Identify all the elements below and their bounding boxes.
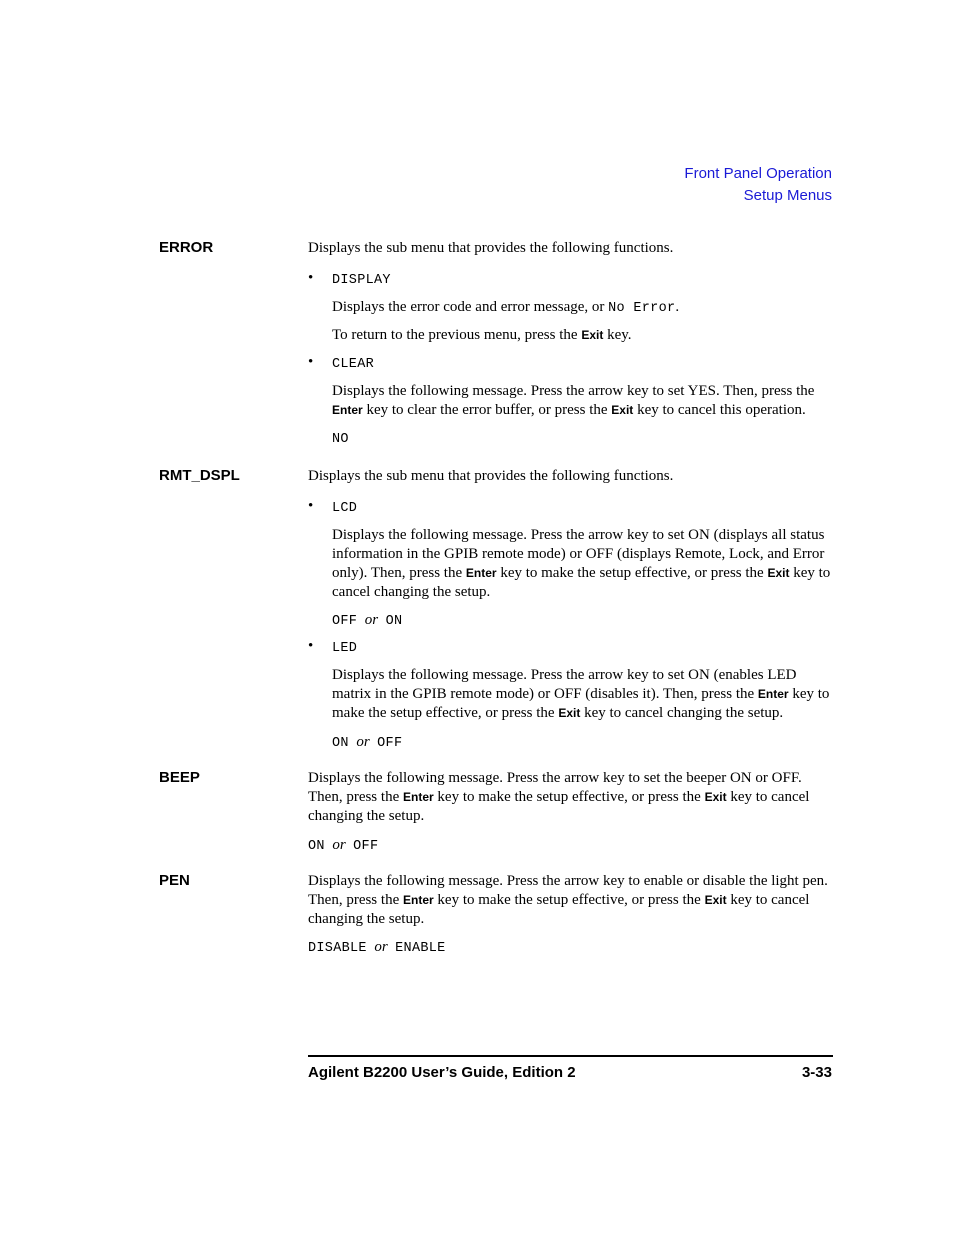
- bullet: •: [308, 498, 314, 514]
- running-header-chapter: Front Panel Operation: [684, 165, 832, 182]
- pen-desc: Displays the following message. Press the arrow key to enable or disable the light pen. Then, press the Enter key to make the setup effective, or press the Exit key to cancel changing the setup.: [308, 873, 828, 927]
- exit-key: Exit: [558, 706, 581, 720]
- enter-key: Enter: [757, 687, 789, 701]
- error-return-desc: To return to the previous menu, press the Exit key.: [332, 327, 632, 343]
- footer-title: Agilent B2200 User’s Guide, Edition 2: [308, 1064, 576, 1081]
- rmt-lcd-desc: Displays the following message. Press the arrow key to set ON (displays all status information in the GPIB remote mode) or OFF (displays Remote, Lock, and Error only). Then, press the Enter key to make the setup effective, or press the Exit key to cancel changing the setup.: [332, 527, 831, 600]
- running-header-section: Setup Menus: [743, 187, 832, 204]
- term-error: ERROR: [159, 239, 214, 256]
- error-clear-message: NO: [332, 432, 349, 447]
- term-beep: BEEP: [159, 769, 200, 786]
- rmt-led-message: ON or OFF: [332, 734, 403, 751]
- footer-rule: [308, 1055, 833, 1057]
- bullet: •: [308, 638, 314, 654]
- rmt-led-desc: Displays the following message. Press the arrow key to set ON (enables LED matrix in the GPIB remote mode) or OFF (disables it). Then, press the Enter key to make the setup effective, or press the Exit key to cancel changing the setup.: [332, 667, 830, 721]
- error-display-desc: Displays the error code and error message, or No Error.: [332, 299, 680, 316]
- term-pen: PEN: [159, 872, 190, 889]
- bullet: •: [308, 270, 314, 286]
- rmt-intro: Displays the sub menu that provides the following functions.: [308, 468, 674, 484]
- enter-key: Enter: [465, 566, 497, 580]
- error-clear-desc: Displays the following message. Press the arrow key to set YES. Then, press the Enter key to clear the error buffer, or press the Exit key to cancel this operation.: [332, 383, 815, 418]
- page-number: 3-33: [801, 1064, 832, 1081]
- rmt-lcd-message: OFF or ON: [332, 612, 403, 629]
- error-display-code: DISPLAY: [332, 273, 391, 288]
- enter-key: Enter: [402, 790, 434, 804]
- rmt-led-code: LED: [332, 641, 358, 656]
- no-error-code: No Error: [608, 301, 676, 316]
- exit-key: Exit: [581, 328, 604, 342]
- enter-key: Enter: [402, 893, 434, 907]
- beep-message: ON or OFF: [308, 837, 379, 854]
- pen-message: DISABLE or ENABLE: [308, 939, 446, 956]
- rmt-lcd-code: LCD: [332, 501, 358, 516]
- beep-desc: Displays the following message. Press the arrow key to set the beeper ON or OFF. Then, press the Enter key to make the setup effective, or press the Exit key to cancel changing the setup.: [308, 770, 810, 824]
- exit-key: Exit: [767, 566, 790, 580]
- term-rmt-dspl: RMT_DSPL: [159, 467, 240, 484]
- exit-key: Exit: [611, 403, 634, 417]
- exit-key: Exit: [704, 790, 727, 804]
- enter-key: Enter: [332, 403, 363, 417]
- error-clear-code: CLEAR: [332, 357, 375, 372]
- error-intro: Displays the sub menu that provides the following functions.: [308, 240, 674, 256]
- exit-key: Exit: [704, 893, 727, 907]
- bullet: •: [308, 354, 314, 370]
